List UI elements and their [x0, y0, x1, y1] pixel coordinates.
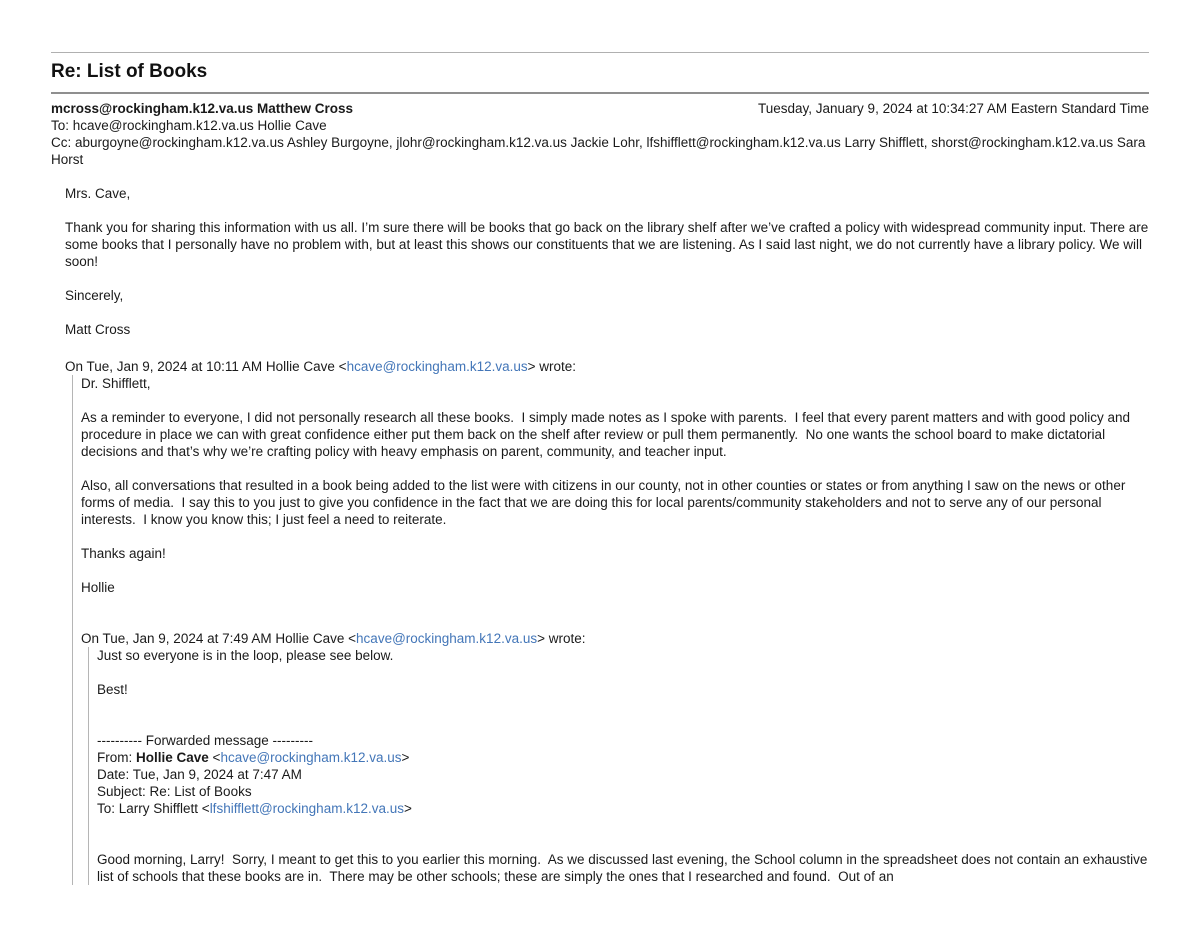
forwarded-to-line — [97, 800, 1149, 817]
signature: Matt Cross — [65, 322, 131, 337]
body-paragraph: Thank you for sharing this information with us all. I’m sure there will be books that go back on the library shelf after we’ve crafted a policy with widespread community input. There are some books that I personally have no problem with, but at least this shows our constituents that we are listening. As I said last night, we do not currently have a library policy. We will soon! — [65, 220, 1153, 269]
email-link[interactable]: hcave@rockingham.k12.va.us — [220, 750, 402, 765]
forwarded-subject-line: Subject: Re: List of Books — [97, 784, 252, 799]
quote1-attribution-suffix: > wrote: — [527, 359, 577, 374]
forwarded-body-paragraph: Good morning, Larry! Sorry, I meant to get this to you earlier this morning. As we discussed last evening, the School column in the spreadsheet does not contain an exhaustive list of schools that these books are in. There may be other schools; these are simply the ones that I researched and found. Out of an — [97, 852, 1152, 884]
quote1-attribution-prefix: On Tue, Jan 9, 2024 at 10:11 AM Hollie Cave < — [65, 359, 347, 374]
quote2-line: Just so everyone is in the loop, please see below. — [97, 648, 394, 663]
email-link[interactable]: hcave@rockingham.k12.va.us — [356, 631, 538, 646]
from-date-row — [51, 100, 1149, 117]
header-divider — [51, 92, 1149, 94]
message-body — [51, 185, 1153, 885]
top-divider — [51, 52, 1149, 53]
forwarded-from-line — [97, 749, 1149, 766]
forwarded-from-name: Hollie Cave — [136, 750, 209, 765]
subject-title: Re: List of Books — [51, 61, 208, 82]
forwarded-from-label: From: — [97, 750, 133, 765]
quoted-message-level1 — [72, 375, 1152, 885]
quote2-attribution-prefix: On Tue, Jan 9, 2024 at 7:49 AM Hollie Cave < — [81, 631, 357, 646]
sent-timestamp: Tuesday, January 9, 2024 at 10:34:27 AM Eastern Standard Time — [758, 101, 1149, 116]
forwarded-header — [97, 732, 1149, 817]
quote1-salutation: Dr. Shifflett, — [81, 376, 151, 391]
quote1-closing: Thanks again! — [81, 546, 166, 561]
email-link[interactable]: hcave@rockingham.k12.va.us — [346, 359, 528, 374]
quote1-signature: Hollie — [81, 580, 115, 595]
quote1-paragraph: Also, all conversations that resulted in a book being added to the list were with citizens in our county, not in other counties or states or from anything I saw on the news or other forms of media. I say this to you just to give you confidence in the fact that we are doing this for local parents/community stakeholders and not to serve any of our personal interests. I know you know this; I just feel a need to reiterate. — [81, 478, 1130, 527]
from-address: mcross@rockingham.k12.va.us Matthew Cross — [51, 101, 354, 116]
forwarded-date-line: Date: Tue, Jan 9, 2024 at 7:47 AM — [97, 767, 302, 782]
quote2-line: Best! — [97, 682, 128, 697]
forwarded-to-prefix: To: Larry Shifflett < — [97, 801, 210, 816]
forwarded-from-bracket-close: > — [401, 750, 410, 765]
forwarded-to-bracket-close: > — [403, 801, 412, 816]
quote1-attribution — [65, 358, 1149, 375]
quote2-attribution-suffix: > wrote: — [537, 631, 586, 646]
email-document — [51, 0, 1153, 885]
quoted-message-level2 — [88, 647, 1152, 885]
email-header — [51, 100, 1149, 168]
salutation: Mrs. Cave, — [65, 186, 131, 201]
forwarded-divider: ---------- Forwarded message --------- — [97, 733, 313, 748]
cc-line: Cc: aburgoyne@rockingham.k12.va.us Ashley Burgoyne, jlohr@rockingham.k12.va.us Jackie Lohr, lfshifflett@rockingham.k12.va.us Larry Shifflett, shorst@rockingham.k12.va.us Sara Horst — [51, 135, 1146, 167]
quote1-paragraph: As a reminder to everyone, I did not personally research all these books. I simply made notes as I spoke with parents. I feel that every parent matters and with good policy and procedure in place we can with great confidence either put them back on the shelf after review or pull them permanently. No one wants the school board to make dictatorial decisions and that’s why we’re crafting policy with heavy emphasis on parent, community, and teacher input. — [81, 410, 1134, 459]
email-link[interactable]: lfshifflett@rockingham.k12.va.us — [209, 801, 404, 816]
forwarded-from-bracket-open: < — [208, 750, 221, 765]
closing: Sincerely, — [65, 288, 124, 303]
to-line: To: hcave@rockingham.k12.va.us Hollie Cave — [51, 118, 327, 133]
quote2-attribution — [81, 630, 1149, 647]
